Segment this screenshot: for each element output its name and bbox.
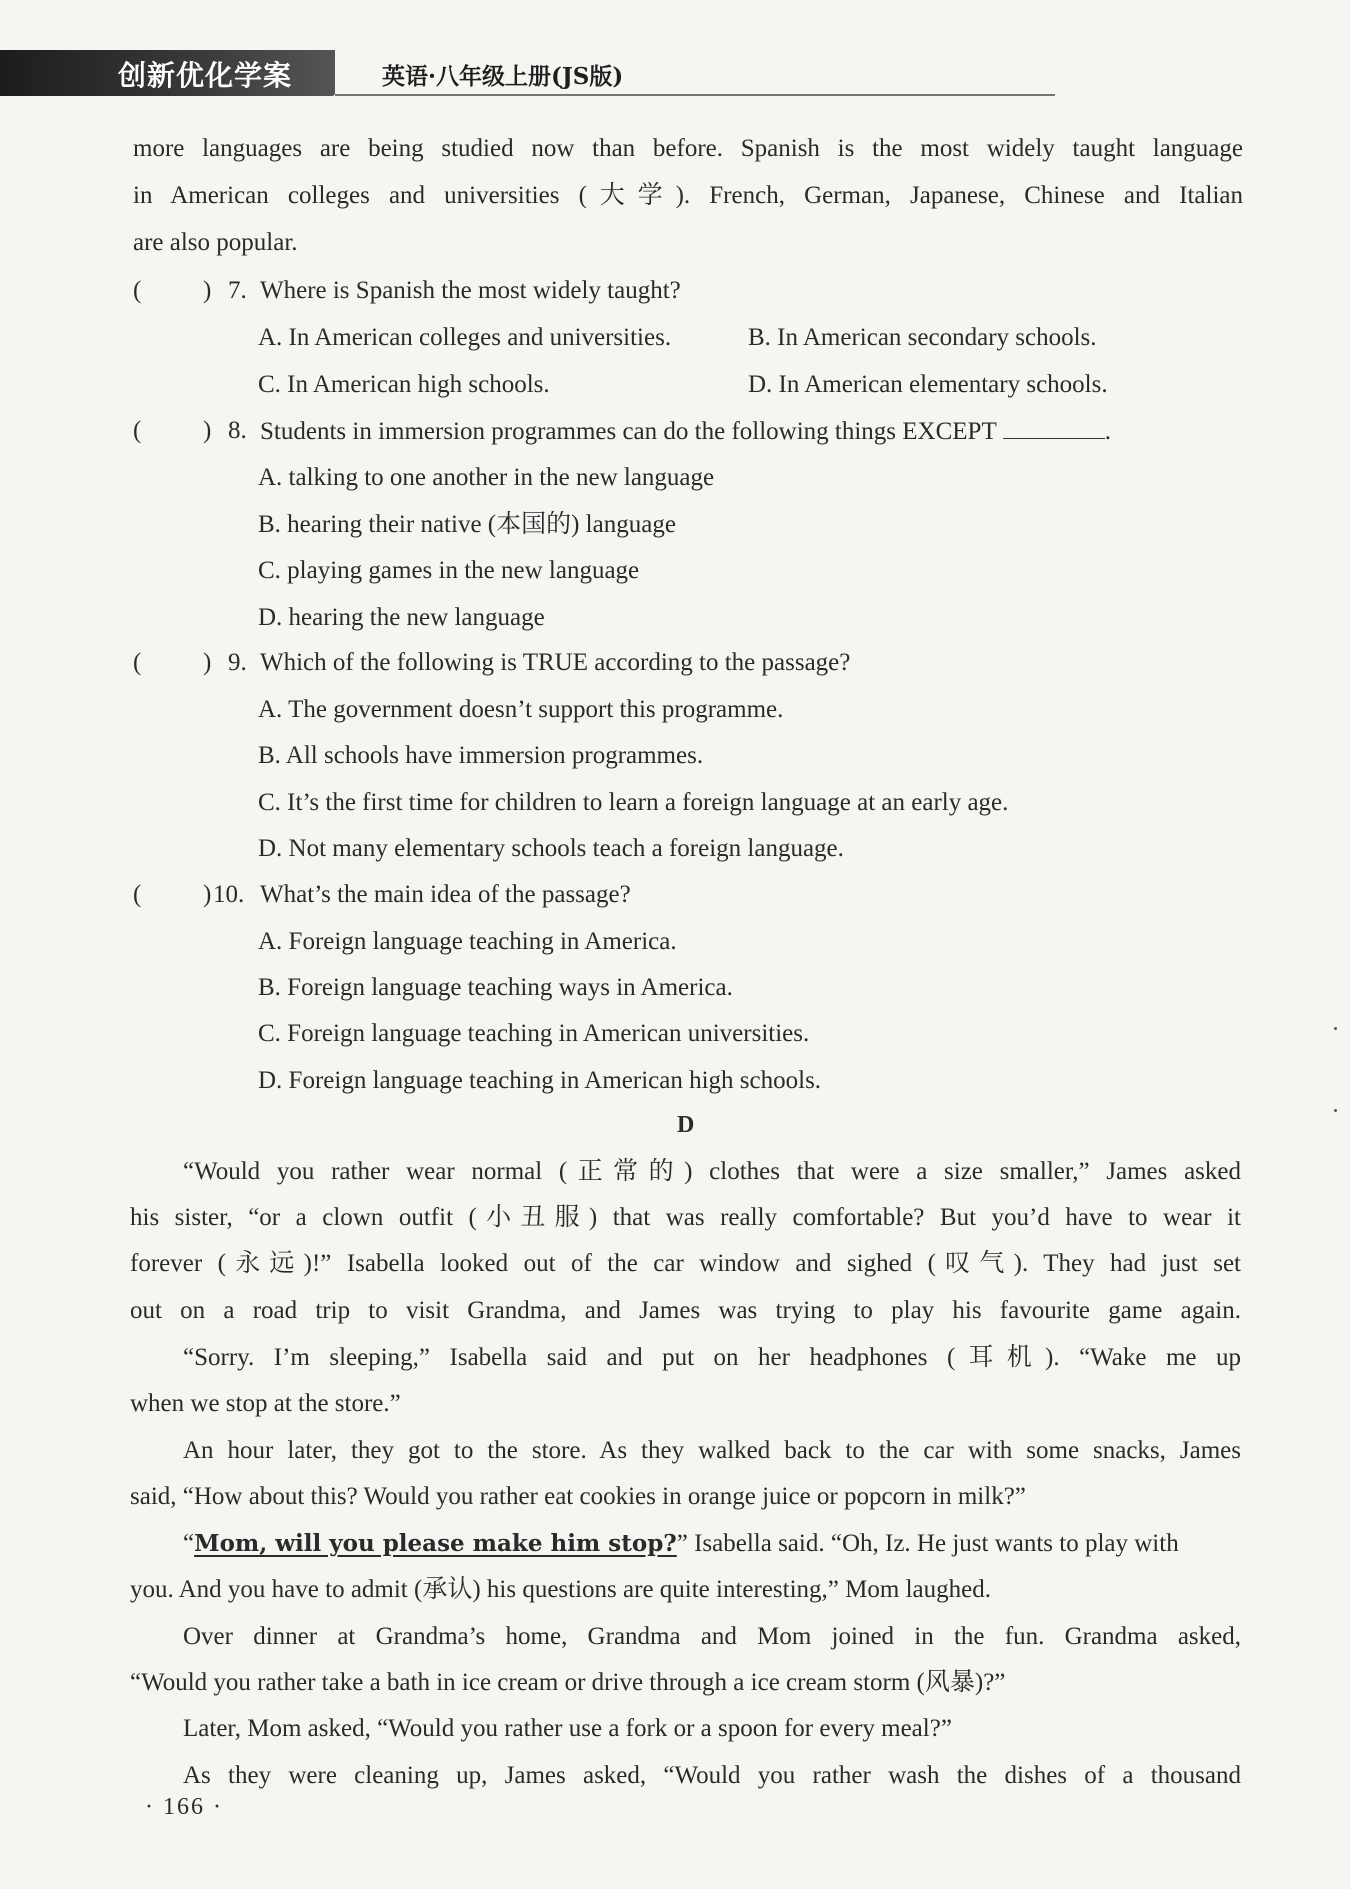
passage-line: Later, Mom asked, “Would you rather use a fork or a spoon for every meal?” [183, 1715, 952, 1742]
header-rule [335, 94, 1055, 96]
question-number: 9. [228, 649, 247, 676]
passage-text: ” Isabella said. “Oh, Iz. He just wants to play with [676, 1530, 1179, 1557]
answer-bracket-open: ( [133, 881, 142, 908]
option-c: C. It’s the first time for children to learn a foreign language at an early age. [258, 789, 1009, 816]
answer-bracket-close: ) [203, 277, 212, 304]
page-number: · 166 · [145, 1794, 223, 1820]
answer-bracket-close: ) [203, 881, 212, 908]
question-number: 7. [228, 277, 247, 304]
section-heading: D [677, 1112, 695, 1138]
book-subtitle: 英语·八年级上册(JS版) [382, 63, 624, 90]
option-a: A. In American colleges and universities. [258, 324, 672, 351]
question-stem-end: . [1104, 418, 1111, 445]
passage-line: forever (永远)!” Isabella looked out of the car window and sighed (叹气). They had just set [130, 1250, 1241, 1277]
passage-line: “Would you rather wear normal (正常的) clothes that were a size smaller,” James asked [183, 1158, 1241, 1185]
answer-bracket-close: ) [203, 649, 212, 676]
answer-blank [1003, 416, 1105, 439]
answer-bracket-close: ) [203, 417, 212, 444]
question-stem-line [260, 416, 1111, 447]
passage-line: said, “How about this? Would you rather eat cookies in orange juice or popcorn in milk?” [130, 1483, 1026, 1510]
passage-line: his sister, “or a clown outfit (小丑服) that was really comfortable? But you’d have to wear it [130, 1204, 1241, 1231]
passage-line: As they were cleaning up, James asked, “Would you rather wash the dishes of a thousand [183, 1762, 1241, 1789]
question-stem: What’s the main idea of the passage? [260, 881, 631, 908]
option-a: A. talking to one another in the new language [258, 464, 715, 491]
answer-bracket-open: ( [133, 649, 142, 676]
answer-bracket-open: ( [133, 417, 142, 444]
passage-line: Over dinner at Grandma’s home, Grandma and Mom joined in the fun. Grandma asked, [183, 1623, 1241, 1650]
passage-line-underlined-question [183, 1529, 1179, 1559]
quote-open: “ [183, 1530, 195, 1557]
question-stem: Where is Spanish the most widely taught? [260, 277, 681, 304]
question-stem: Which of the following is TRUE according to the passage? [260, 649, 851, 676]
option-b: B. In American secondary schools. [748, 324, 1097, 351]
page-header [0, 50, 1350, 96]
scan-speck [1334, 1109, 1337, 1112]
option-d: D. Not many elementary schools teach a foreign language. [258, 835, 844, 862]
option-a: A. Foreign language teaching in America. [258, 928, 677, 955]
passage-line: An hour later, they got to the store. As they walked back to the car with some snacks, James [183, 1437, 1241, 1464]
option-b: B. hearing their native (本国的) language [258, 511, 676, 538]
option-d: D. In American elementary schools. [748, 371, 1108, 398]
option-c: C. In American high schools. [258, 371, 550, 398]
passage-line: out on a road trip to visit Grandma, and James was trying to play his favourite game again. [130, 1297, 1241, 1324]
question-number: 10. [213, 881, 245, 908]
scan-speck [1334, 1027, 1337, 1030]
option-a: A. The government doesn’t support this programme. [258, 696, 784, 723]
option-d: D. Foreign language teaching in American high schools. [258, 1067, 822, 1094]
passage-line: “Would you rather take a bath in ice cream or drive through a ice cream storm (风暴)?” [130, 1669, 1006, 1696]
option-c: C. Foreign language teaching in American universities. [258, 1020, 810, 1047]
question-number: 8. [228, 417, 247, 444]
passage-line: when we stop at the store.” [130, 1390, 401, 1417]
underlined-sentence: Mom, will you please make him stop? [194, 1530, 677, 1557]
option-b: B. All schools have immersion programmes. [258, 742, 704, 769]
option-b: B. Foreign language teaching ways in America. [258, 974, 733, 1001]
question-stem: Students in immersion programmes can do the following things EXCEPT [260, 418, 997, 445]
intro-line-2: in American colleges and universities (大学). French, German, Japanese, Chinese and Italian [133, 182, 1243, 209]
passage-line: “Sorry. I’m sleeping,” Isabella said and put on her headphones (耳机). “Wake me up [183, 1344, 1241, 1371]
book-series-logo: 创新优化学案 [118, 59, 293, 92]
passage-line: you. And you have to admit (承认) his questions are quite interesting,” Mom laughed. [130, 1576, 991, 1603]
intro-line-1: more languages are being studied now than before. Spanish is the most widely taught language [133, 135, 1243, 162]
answer-bracket-open: ( [133, 277, 142, 304]
intro-line-3: are also popular. [133, 229, 298, 256]
option-c: C. playing games in the new language [258, 557, 640, 584]
option-d: D. hearing the new language [258, 604, 545, 631]
